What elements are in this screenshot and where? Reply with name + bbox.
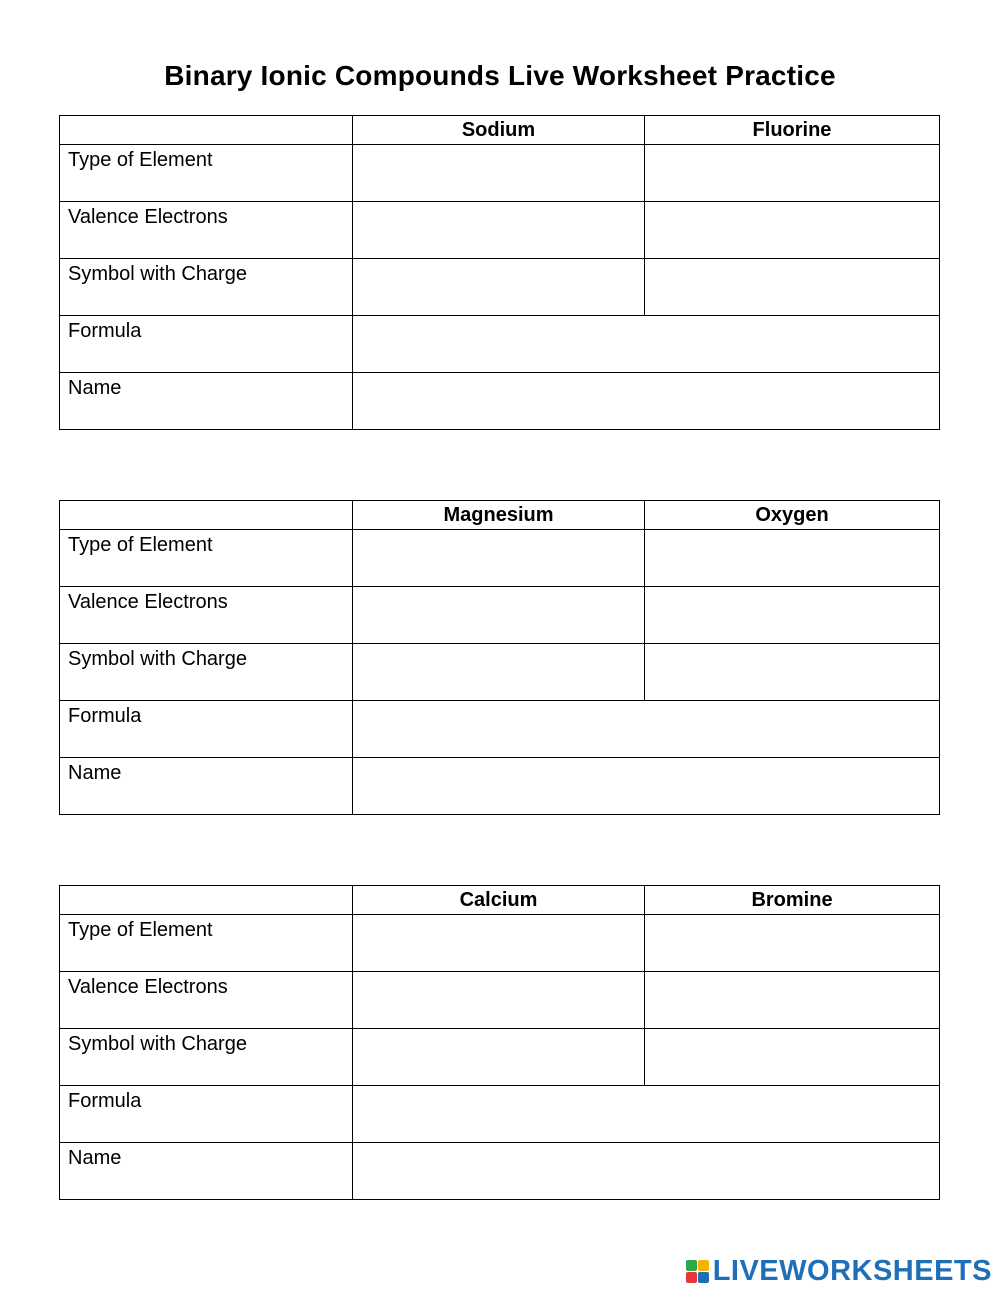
row-label-cell (60, 1029, 353, 1086)
answer-field-type-element-1[interactable] (353, 145, 645, 202)
table-row (60, 202, 940, 259)
row-label-cell (60, 644, 353, 701)
table-row (60, 373, 940, 430)
worksheet-title: Binary Ionic Compounds Live Worksheet Practice (164, 60, 836, 91)
table-row (60, 758, 940, 815)
answer-field-symbol-element-2[interactable] (645, 1029, 940, 1086)
corner-cell (60, 501, 353, 530)
answer-field-formula[interactable] (353, 316, 940, 373)
element-1-header: Calcium (353, 886, 645, 915)
header-row (60, 116, 940, 145)
answer-field-type-element-1[interactable] (353, 530, 645, 587)
formula-label: Formula (68, 1090, 142, 1112)
logo-text: LIVEWORKSHEETS (712, 1254, 992, 1287)
answer-field-symbol-element-1[interactable] (353, 1029, 645, 1086)
row-label-cell (60, 915, 353, 972)
element-2-header: Fluorine (645, 116, 940, 145)
table-row (60, 587, 940, 644)
answer-field-type-element-1[interactable] (353, 915, 645, 972)
table-row (60, 1029, 940, 1086)
table-row (60, 259, 940, 316)
corner-cell (60, 116, 353, 145)
row-label-cell (60, 530, 353, 587)
table-row (60, 644, 940, 701)
row-label-cell (60, 587, 353, 644)
name-label: Name (68, 1147, 122, 1169)
row-label-cell (60, 145, 353, 202)
table-row (60, 1086, 940, 1143)
answer-field-valence-element-1[interactable] (353, 202, 645, 259)
name-label: Name (68, 762, 122, 784)
row-label-cell (60, 701, 353, 758)
answer-field-valence-element-1[interactable] (353, 972, 645, 1029)
formula-label: Formula (68, 320, 142, 342)
logo-blocks-icon (686, 1260, 709, 1283)
compound-table-1 (59, 115, 940, 430)
table-row (60, 316, 940, 373)
row-label-cell (60, 758, 353, 815)
row-label-cell (60, 373, 353, 430)
logo-block (698, 1272, 709, 1283)
answer-field-type-element-2[interactable] (645, 530, 940, 587)
formula-label: Formula (68, 705, 142, 727)
element-1-header: Sodium (353, 116, 645, 145)
table-row (60, 701, 940, 758)
answer-field-valence-element-2[interactable] (645, 202, 940, 259)
type-of-element-label: Type of Element (68, 149, 213, 171)
row-label-cell (60, 259, 353, 316)
answer-field-name[interactable] (353, 758, 940, 815)
row-label-cell (60, 1086, 353, 1143)
type-of-element-label: Type of Element (68, 919, 213, 941)
answer-field-formula[interactable] (353, 701, 940, 758)
valence-electrons-label: Valence Electrons (68, 206, 228, 228)
answer-field-symbol-element-1[interactable] (353, 644, 645, 701)
valence-electrons-label: Valence Electrons (68, 976, 228, 998)
answer-field-valence-element-1[interactable] (353, 587, 645, 644)
row-label-cell (60, 1143, 353, 1200)
answer-field-symbol-element-2[interactable] (645, 644, 940, 701)
valence-electrons-label: Valence Electrons (68, 591, 228, 613)
table-row (60, 915, 940, 972)
header-row (60, 886, 940, 915)
answer-field-formula[interactable] (353, 1086, 940, 1143)
answer-field-valence-element-2[interactable] (645, 972, 940, 1029)
logo-block (686, 1272, 697, 1283)
logo-block (698, 1260, 709, 1271)
liveworksheets-logo (686, 1252, 992, 1290)
row-label-cell (60, 202, 353, 259)
name-label: Name (68, 377, 122, 399)
corner-cell (60, 886, 353, 915)
table-row (60, 972, 940, 1029)
row-label-cell (60, 316, 353, 373)
header-row (60, 501, 940, 530)
answer-field-symbol-element-2[interactable] (645, 259, 940, 316)
table-row (60, 530, 940, 587)
type-of-element-label: Type of Element (68, 534, 213, 556)
table-row (60, 145, 940, 202)
element-2-header: Bromine (645, 886, 940, 915)
symbol-with-charge-label: Symbol with Charge (68, 648, 247, 670)
table-row (60, 1143, 940, 1200)
logo-block (686, 1260, 697, 1271)
answer-field-name[interactable] (353, 373, 940, 430)
element-2-header: Oxygen (645, 501, 940, 530)
compound-table-3 (59, 885, 940, 1200)
answer-field-type-element-2[interactable] (645, 145, 940, 202)
symbol-with-charge-label: Symbol with Charge (68, 1033, 247, 1055)
answer-field-symbol-element-1[interactable] (353, 259, 645, 316)
compound-table-2 (59, 500, 940, 815)
symbol-with-charge-label: Symbol with Charge (68, 263, 247, 285)
element-1-header: Magnesium (353, 501, 645, 530)
row-label-cell (60, 972, 353, 1029)
answer-field-valence-element-2[interactable] (645, 587, 940, 644)
answer-field-name[interactable] (353, 1143, 940, 1200)
answer-field-type-element-2[interactable] (645, 915, 940, 972)
